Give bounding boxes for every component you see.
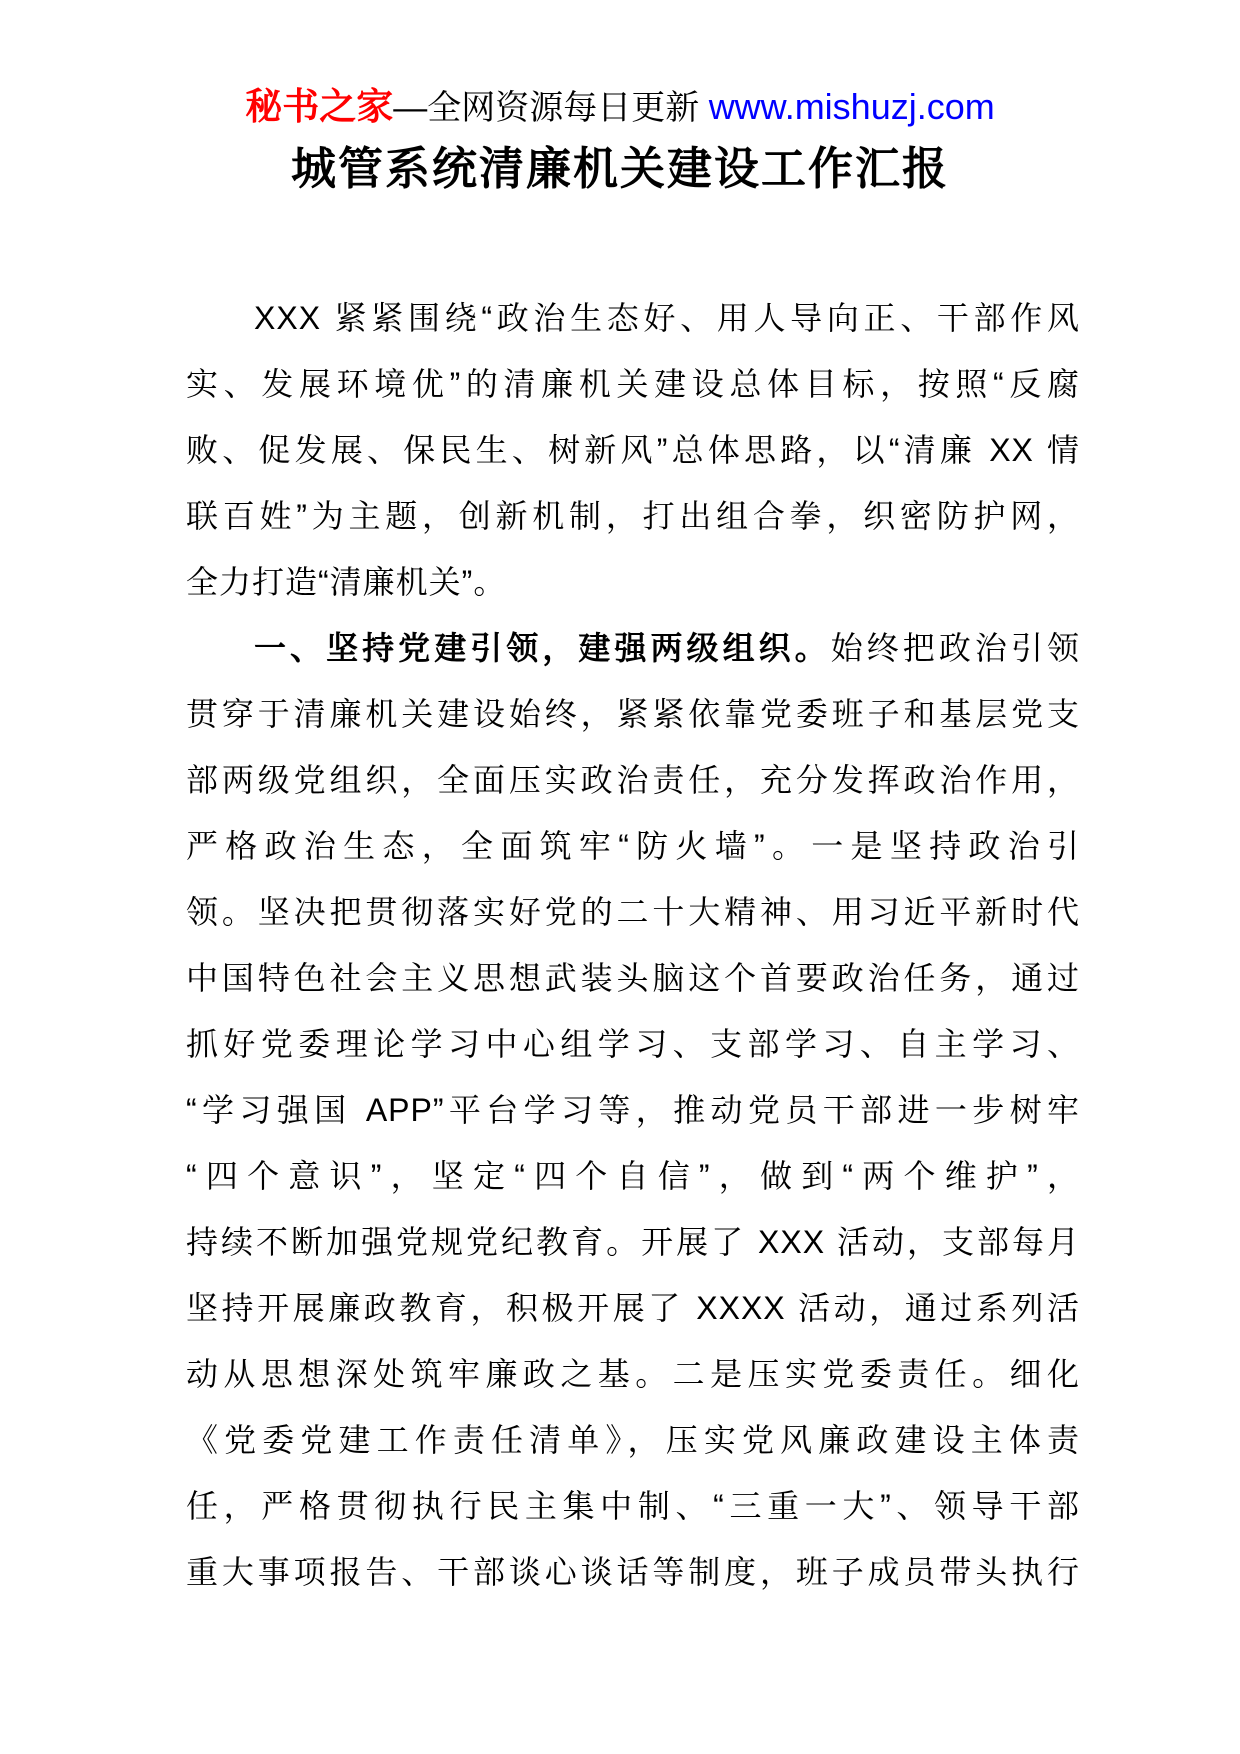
text-line: 重大事项报告、干部谈心谈话等制度，班子成员带头执行 xyxy=(186,1554,1080,1590)
paragraph xyxy=(186,285,1080,615)
text-line: 实、发展环境优”的清廉机关建设总体目标，按照“反腐 xyxy=(186,366,1080,402)
text-line: XXX 紧紧围绕“政治生态好、用人导向正、干部作风 xyxy=(254,300,1080,336)
site-tagline: 全网资源每日更新 xyxy=(427,89,709,127)
text-line: 任，严格贯彻执行民主集中制、“三重一大”、领导干部 xyxy=(186,1488,1080,1524)
header-separator: — xyxy=(393,89,428,127)
site-url-link[interactable]: www.mishuzj.com xyxy=(708,86,995,127)
text-line: 持续不断加强党规党纪教育。开展了 XXX 活动，支部每月 xyxy=(186,1224,1080,1260)
site-brand: 秘书之家 xyxy=(245,86,394,127)
text-line: “学习强国 APP”平台学习等，推动党员干部进一步树牢 xyxy=(186,1092,1080,1128)
text-line: 一、坚持党建引领，建强两级组织。始终把政治引领 xyxy=(254,630,1080,666)
bold-heading-run: 一、坚持党建引领，建强两级组织。 xyxy=(254,630,831,666)
text-line: 部两级党组织，全面压实政治责任，充分发挥政治作用， xyxy=(186,762,1080,798)
text-line: 《党委党建工作责任清单》，压实党风廉政建设主体责 xyxy=(186,1422,1080,1458)
text-line: 动从思想深处筑牢廉政之基。二是压实党委责任。细化 xyxy=(186,1356,1080,1392)
text-line: 联百姓”为主题，创新机制，打出组合拳，织密防护网， xyxy=(186,498,1080,534)
text-line: 领。坚决把贯彻落实好党的二十大精神、用习近平新时代 xyxy=(186,894,1080,930)
text-line: 中国特色社会主义思想武装头脑这个首要政治任务，通过 xyxy=(186,960,1080,996)
text-line: 贯穿于清廉机关建设始终，紧紧依靠党委班子和基层党支 xyxy=(186,696,1080,732)
text-line: 抓好党委理论学习中心组学习、支部学习、自主学习、 xyxy=(186,1026,1080,1062)
text-line: 全力打造“清廉机关”。 xyxy=(186,564,507,600)
document-body xyxy=(186,285,1080,1605)
text-line: “四个意识”，坚定“四个自信”，做到“两个维护”， xyxy=(186,1158,1080,1194)
text-line: 坚持开展廉政教育，积极开展了 XXXX 活动，通过系列活 xyxy=(186,1290,1080,1326)
paragraph xyxy=(186,615,1080,1605)
text-line: 严格政治生态，全面筑牢“防火墙”。一是坚持政治引 xyxy=(186,828,1080,864)
document-title: 城管系统清廉机关建设工作汇报 xyxy=(290,143,949,194)
text-line: 败、促发展、保民生、树新风”总体思路，以“清廉 XX 情 xyxy=(186,432,1080,468)
site-header xyxy=(0,84,1240,131)
